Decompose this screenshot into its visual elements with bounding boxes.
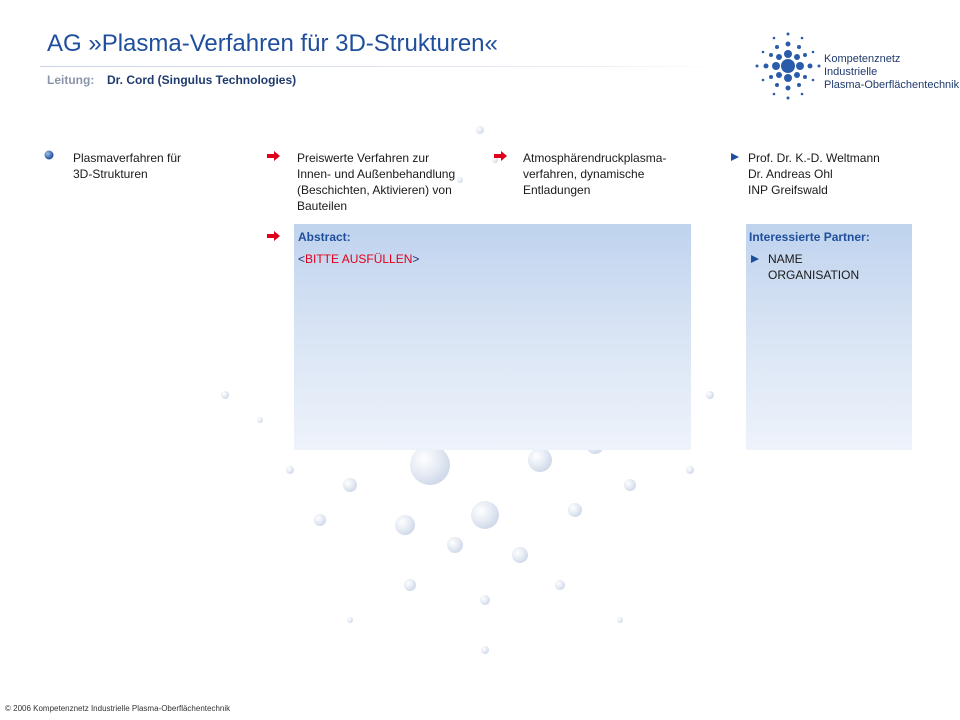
sphere-bullet-icon (44, 150, 54, 160)
partner-list (768, 251, 908, 283)
column-4-line: Dr. Andreas Ohl (748, 167, 833, 181)
column-1-line: 3D-Strukturen (73, 167, 148, 181)
column-3-line: verfahren, dynamische (523, 167, 645, 181)
red-arrow-icon (267, 151, 280, 161)
column-2-line: Preiswerte Verfahren zur (297, 151, 430, 165)
title-divider (40, 66, 720, 67)
partner-heading: Interessierte Partner: (749, 230, 870, 244)
leitung-label: Leitung: (47, 73, 95, 87)
partner-box (746, 224, 912, 450)
column-3-line: Atmosphärendruckplasma- (523, 151, 667, 165)
leitung-value: Dr. Cord (Singulus Technologies) (107, 73, 297, 87)
abstract-box (294, 224, 691, 450)
page-title: AG »Plasma-Verfahren für 3D-Strukturen« (47, 30, 498, 57)
footer-copyright: © 2006 Kompetenznetz Industrielle Plasma-Oberflächentechnik (5, 704, 231, 713)
abstract-placeholder (298, 251, 419, 267)
red-arrow-icon (494, 151, 507, 161)
column-4-line: Prof. Dr. K.-D. Weltmann (748, 151, 880, 165)
partner-line: NAME (768, 252, 803, 266)
logo-line-2: Industrielle (824, 66, 878, 78)
abstract-bracket-open: < (298, 252, 306, 266)
column-2-line: Bauteilen (297, 199, 348, 213)
partner-line: ORGANISATION (768, 268, 860, 282)
column-1-text (73, 150, 243, 182)
red-arrow-icon (267, 231, 280, 241)
logo-line-1: Kompetenznetz (824, 53, 901, 65)
column-3-line: Entladungen (523, 183, 591, 197)
column-4-line: INP Greifswald (748, 183, 828, 197)
triangle-bullet-icon (731, 153, 739, 161)
logo-line-3: Plasma-Oberflächentechnik (824, 79, 960, 91)
column-2-text (297, 150, 482, 214)
column-4-text (748, 150, 938, 198)
abstract-heading: Abstract: (298, 230, 351, 244)
column-2-line: (Beschichten, Aktivieren) von (297, 183, 452, 197)
column-3-text (523, 150, 708, 198)
logo-text (824, 53, 959, 92)
triangle-bullet-icon (751, 255, 759, 263)
abstract-placeholder-text: BITTE AUSFÜLLEN (305, 252, 413, 266)
abstract-bracket-close: > (412, 252, 420, 266)
column-1-line: Plasmaverfahren für (73, 151, 182, 165)
column-2-line: Innen- und Außenbehandlung (297, 167, 456, 181)
